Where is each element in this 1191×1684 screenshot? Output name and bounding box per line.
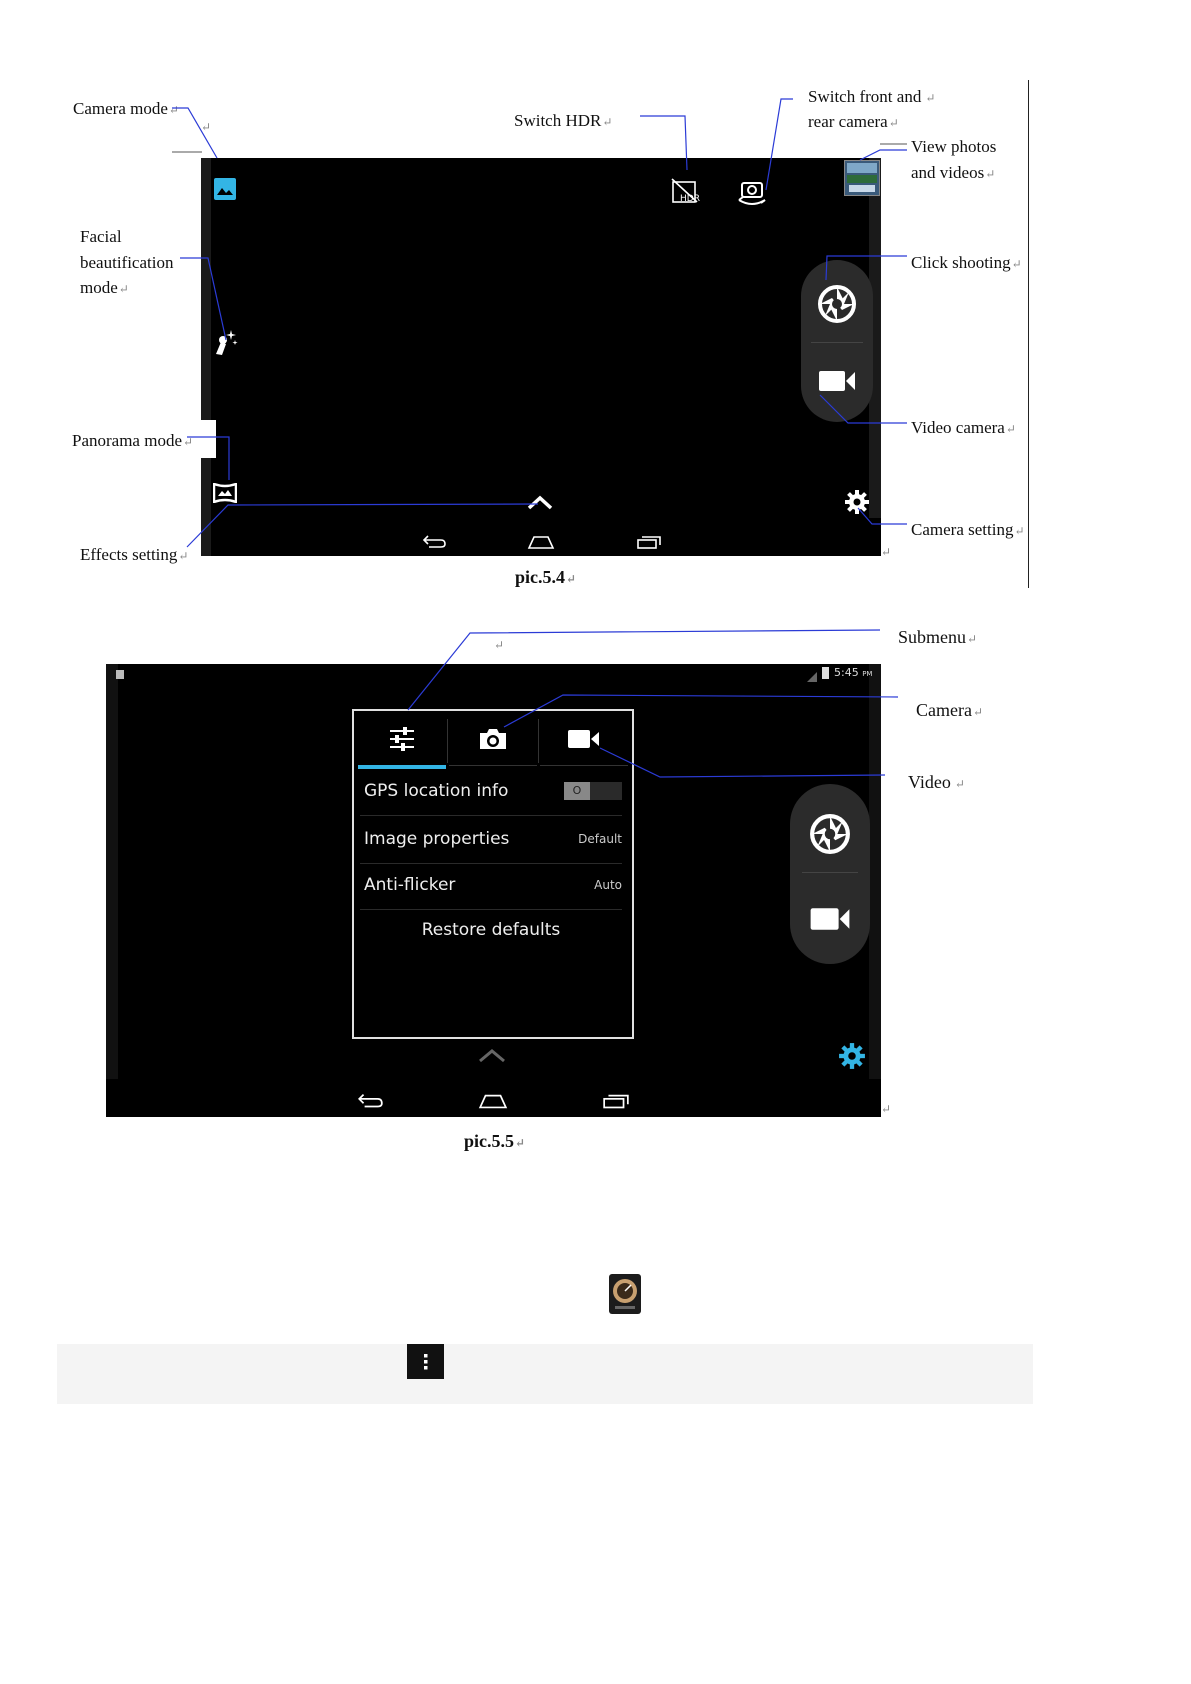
label-submenu: Submenu↵: [898, 627, 978, 647]
label-camera-setting: Camera setting↵: [911, 520, 1025, 539]
paragraph-mark: ↵: [201, 120, 212, 134]
pill-divider: [802, 872, 858, 873]
back-icon[interactable]: [356, 1090, 384, 1110]
left-edge-strip: [201, 158, 211, 556]
paragraph-mark: ↵: [881, 545, 892, 559]
recents-icon[interactable]: [602, 1092, 630, 1110]
settings-menu-panel: [352, 709, 634, 1039]
beauty-icon[interactable]: [213, 328, 239, 356]
right-edge-strip: [869, 664, 881, 1079]
tab-divider: [538, 719, 539, 763]
shutter-button[interactable]: [801, 268, 873, 340]
shutter-button[interactable]: [790, 794, 870, 874]
video-icon: [817, 368, 857, 394]
video-record-button[interactable]: [801, 348, 873, 414]
shutter-control-pill: [801, 260, 873, 422]
paragraph-mark: ↵: [881, 1102, 892, 1116]
label-camera-mode: Camera mode↵: [73, 99, 179, 118]
status-time: 5:45 PM: [834, 666, 873, 679]
menu-row-gps[interactable]: [360, 767, 622, 816]
recents-icon[interactable]: [636, 534, 662, 550]
fm-radio-icon[interactable]: [609, 1274, 641, 1314]
back-icon[interactable]: [421, 532, 447, 550]
video-icon: [808, 905, 852, 933]
gray-text-band: [57, 1344, 1033, 1404]
thumbnail-icon[interactable]: [844, 160, 880, 196]
camera-screen-pic55: [106, 664, 881, 1117]
gps-toggle-knob: O: [564, 782, 590, 800]
hdr-badge-text: HDR: [680, 194, 700, 204]
menu-row-label: Anti-flicker: [364, 875, 456, 895]
paragraph-mark: ↵: [494, 638, 505, 652]
restore-defaults-label: Restore defaults: [421, 920, 561, 940]
label-effects-setting: Effects setting↵: [80, 545, 189, 564]
panorama-icon[interactable]: [213, 483, 237, 503]
status-signal-icon: [806, 668, 818, 680]
switch-camera-icon[interactable]: [736, 178, 768, 206]
caption-pic54: pic.5.4↵: [515, 567, 577, 587]
hdr-icon[interactable]: [671, 178, 701, 204]
home-icon[interactable]: [527, 534, 555, 550]
label-facial-line1: Facial: [80, 227, 122, 246]
tab-submenu[interactable]: [358, 713, 446, 769]
chevron-up-icon[interactable]: [476, 1046, 508, 1064]
shutter-icon: [817, 284, 857, 324]
label-view-photos-line1: View photos: [911, 137, 997, 156]
caption-pic55: pic.5.5↵: [464, 1131, 526, 1151]
tab-divider: [447, 719, 448, 763]
gear-icon[interactable]: [838, 1042, 866, 1070]
label-panorama-mode: Panorama mode↵: [72, 431, 194, 450]
status-notification-icon: [116, 670, 124, 679]
chevron-up-icon[interactable]: [525, 493, 555, 511]
gps-toggle[interactable]: [564, 782, 622, 800]
label-switch-camera-line1: Switch front and ↵: [808, 87, 936, 106]
menu-row-value: Default: [578, 832, 622, 846]
overflow-menu-icon[interactable]: [407, 1344, 444, 1379]
menu-row-label: Image properties: [364, 829, 510, 849]
white-overlay-box: [196, 420, 216, 458]
camera-screen-pic54: [201, 158, 881, 556]
label-facial-line3: mode↵: [80, 278, 129, 297]
status-battery-icon: [822, 667, 829, 679]
pill-divider: [811, 342, 863, 343]
shutter-control-pill: [790, 784, 870, 964]
menu-row-value: Auto: [594, 878, 622, 892]
label-switch-hdr: Switch HDR↵: [514, 111, 613, 130]
label-video: Video ↵: [908, 772, 965, 792]
page-margin-rule: [1028, 80, 1029, 588]
camera-icon: [478, 727, 508, 751]
tab-video[interactable]: [540, 713, 628, 766]
restore-defaults-button[interactable]: [360, 913, 622, 947]
sliders-icon: [387, 725, 417, 753]
home-icon[interactable]: [478, 1092, 508, 1110]
label-camera: Camera↵: [916, 700, 984, 720]
shutter-icon: [809, 813, 851, 855]
left-edge-strip: [106, 664, 118, 1079]
status-ampm: PM: [862, 670, 873, 678]
menu-row-anti-flicker[interactable]: [360, 861, 622, 910]
label-view-photos-line2: and videos↵: [911, 163, 996, 182]
label-click-shooting: Click shooting↵: [911, 253, 1022, 272]
menu-row-label: GPS location info: [364, 781, 509, 801]
video-record-button[interactable]: [790, 880, 870, 958]
label-facial-line2: beautification: [80, 253, 174, 272]
menu-row-image-properties[interactable]: [360, 815, 622, 864]
label-switch-camera-line2: rear camera↵: [808, 112, 899, 131]
label-video-camera: Video camera↵: [911, 418, 1016, 437]
tab-camera[interactable]: [449, 713, 537, 766]
gear-icon[interactable]: [844, 489, 870, 515]
gallery-icon[interactable]: [214, 178, 236, 200]
video-icon: [567, 728, 601, 750]
